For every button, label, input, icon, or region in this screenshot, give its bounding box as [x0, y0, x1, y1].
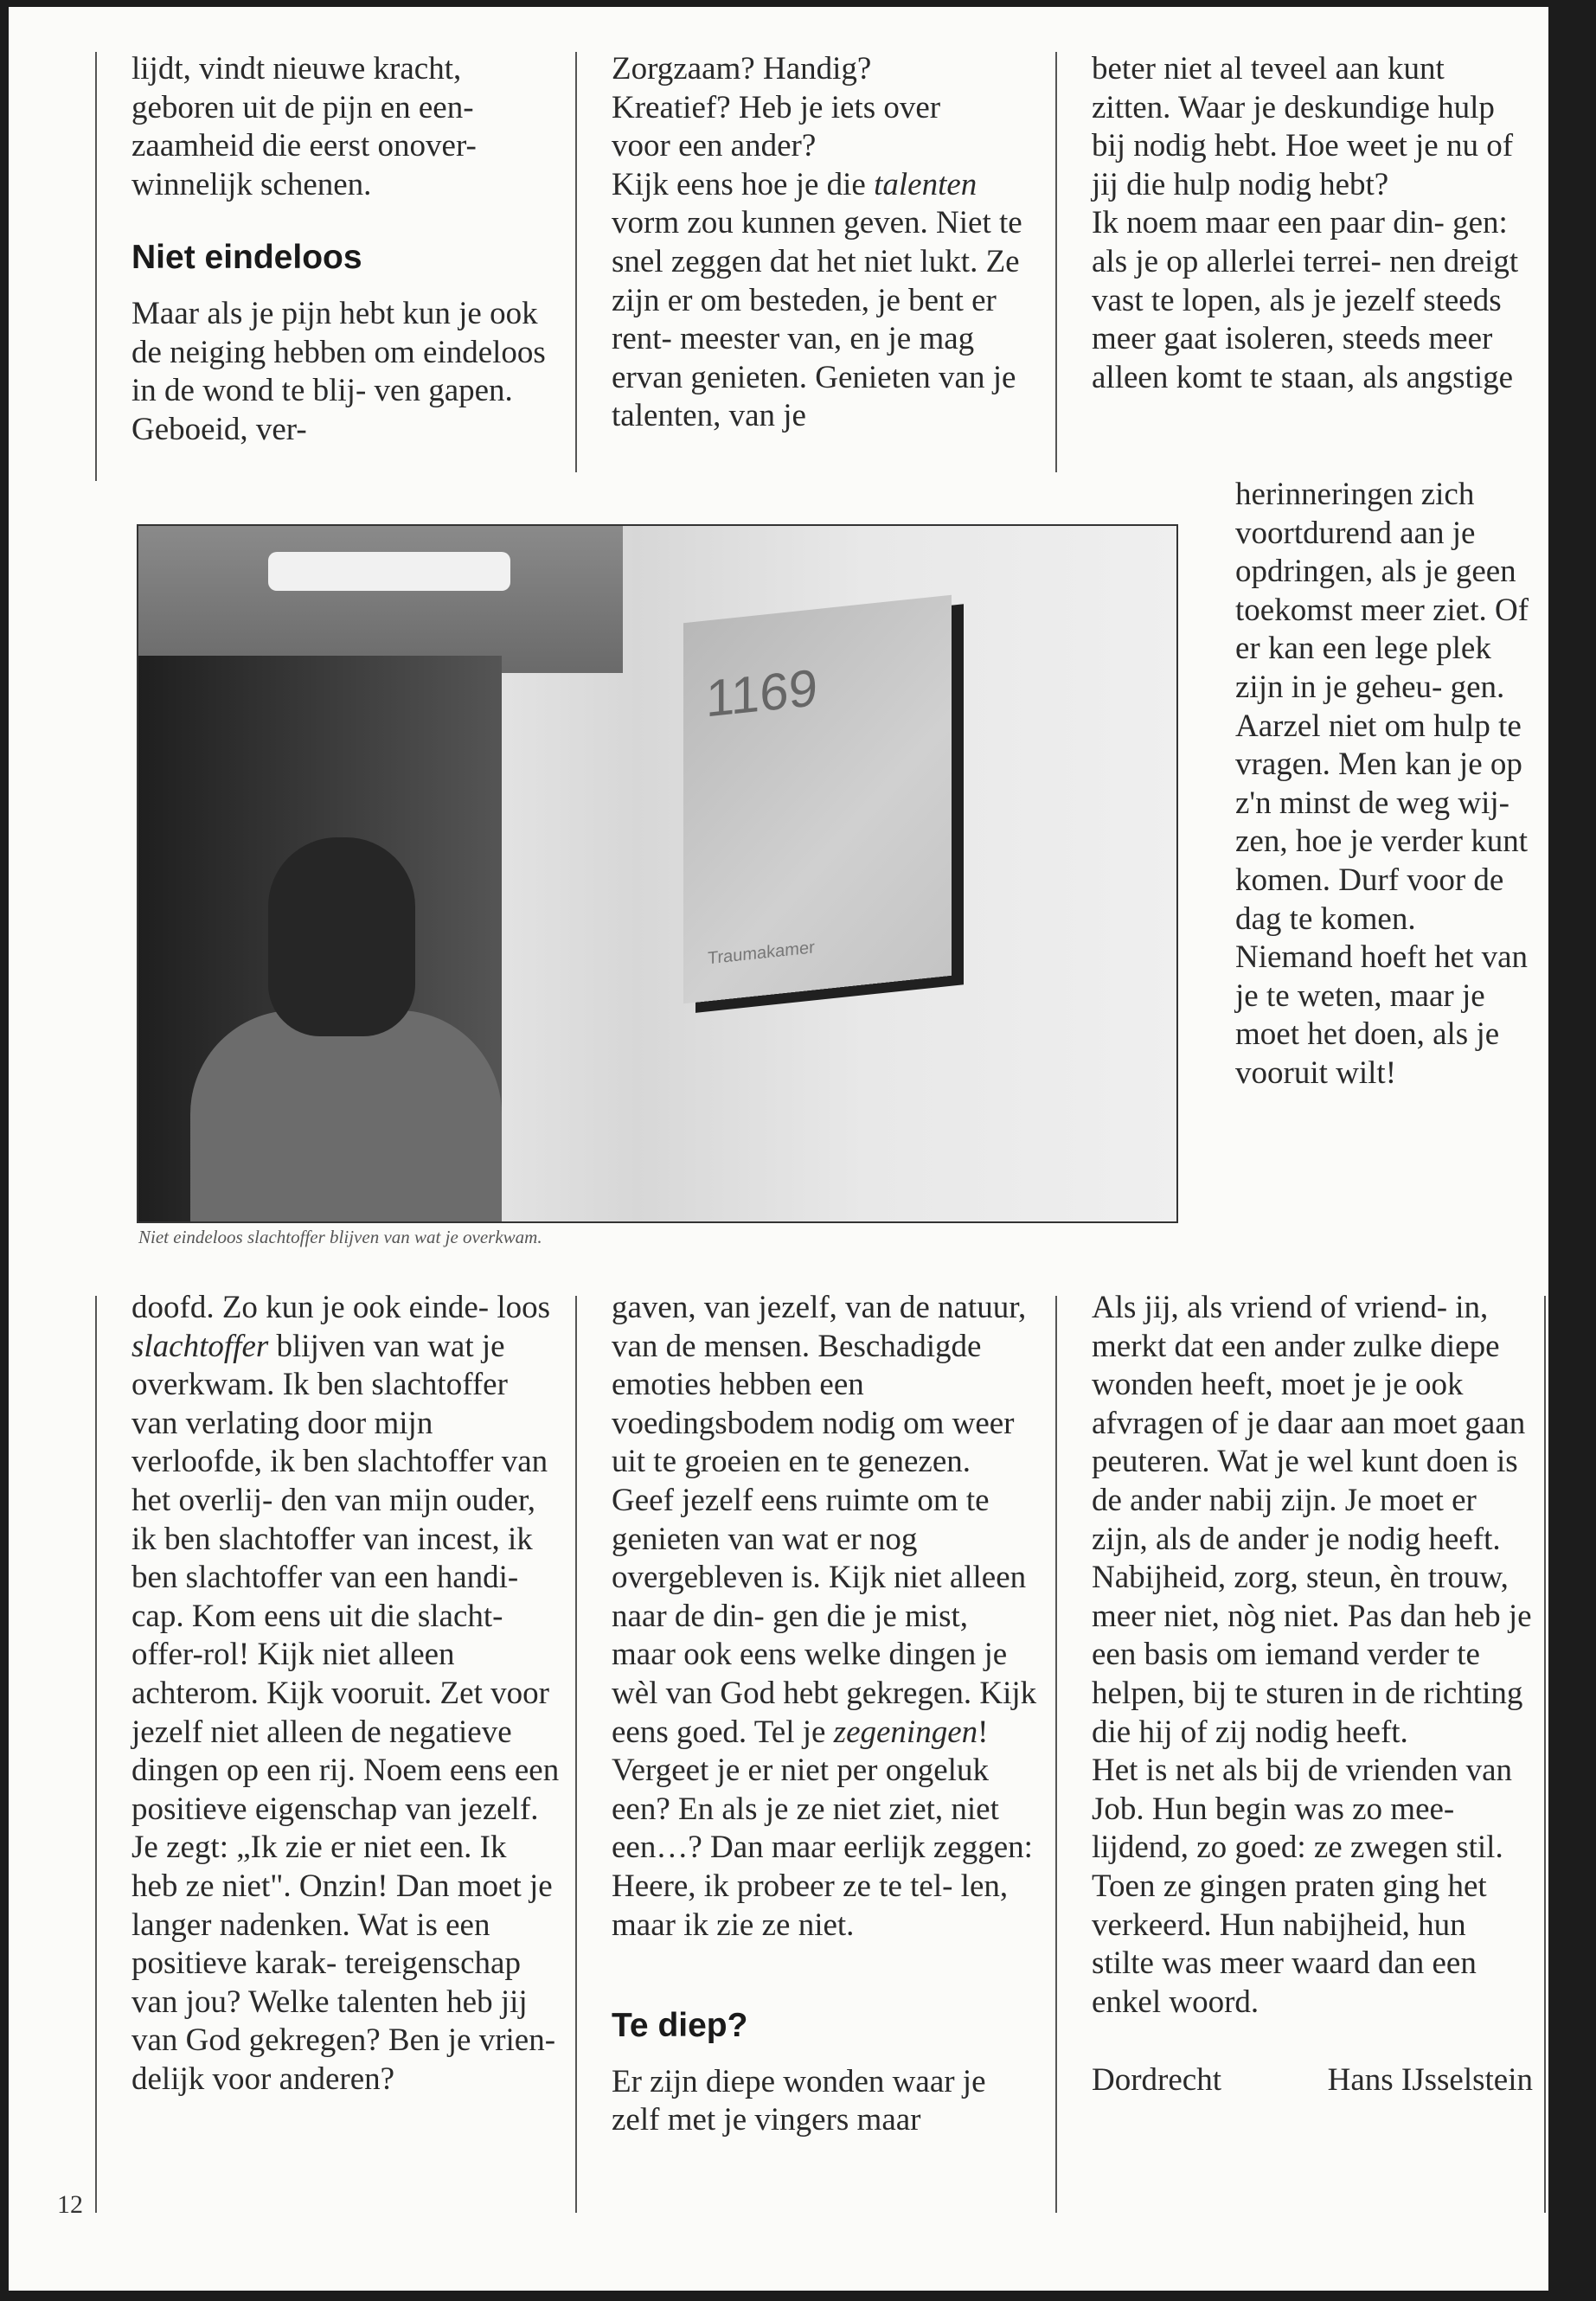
author-name: Hans IJsselstein — [1327, 2062, 1533, 2099]
paragraph-line: voor een ander? — [612, 128, 817, 164]
paragraph: Het is net als bij de vrienden van Job. Hun begin was zo mee-lijdend, zo goed: ze zwegen stil. Toen ze gingen praten ging het verkeerd. Hun nabijheid, hun stilte was meer waard dan een enkel woord. — [1092, 1753, 1513, 2020]
column-rule — [1544, 1296, 1546, 2213]
emphasis: slachtoffer — [131, 1328, 269, 1364]
column-rule — [1055, 52, 1057, 472]
emphasis: talenten — [874, 166, 977, 202]
person-shoulders — [190, 1010, 502, 1223]
text: doofd. Zo kun je ook einde- loos — [131, 1290, 550, 1325]
page-number: 12 — [57, 2190, 83, 2219]
column-1-top — [131, 50, 551, 449]
column-rule — [95, 52, 97, 481]
emphasis: zegeningen — [833, 1714, 978, 1750]
paragraph: Aarzel niet om hulp te vragen. Men kan je op z'n minst de weg wij- zen, hoe je verder kunt komen. Durf voor de dag te komen. Niemand hoeft het van je te weten, maar je moet het doen, als je vooruit wilt! — [1235, 708, 1529, 1091]
paragraph: Als jij, als vriend of vriend- in, merkt dat een ander zulke diepe wonden heeft, moet je je ook afvragen of je daar aan moet gaan peuteren. Wat je wel kunt doen is de ander nabij zijn. Je moet er zijn, als de ander je nodig heeft. Nabijheid, zorg, steun, èn trouw, meer niet, nòg niet. Pas dan heb je een basis om iemand verder te helpen, bij te sturen in de richting die hij of zij nodig heeft. — [1092, 1290, 1532, 1750]
place-name: Dordrecht — [1092, 2062, 1221, 2099]
column-3-mid — [1235, 476, 1529, 1093]
text: vorm zou kunnen geven. Niet te snel zeggen dat het niet lukt. Ze zijn er om besteden, je bent er rent- meester van, en je mag ervan genieten. Genieten van je talenten, van je — [612, 205, 1022, 434]
column-rule — [1055, 1296, 1057, 2213]
column-3-bottom — [1092, 1289, 1533, 2100]
column-3-top — [1092, 50, 1524, 397]
paragraph: Maar als je pijn hebt kun je ook de neiging hebben om eindeloos in de wond te blij- ven gapen. Geboeid, ver- — [131, 295, 546, 447]
heading-te-diep: Te diep? — [612, 2007, 748, 2045]
intro-paragraph: lijdt, vindt nieuwe kracht, geboren uit de pijn en een- zaamheid die eerst onover- winnelijk schenen. — [131, 51, 477, 202]
paragraph: Ik noem maar een paar din- gen: als je op allerlei terrei- nen dreigt vast te lopen, als je jezelf steeds meer gaat isoleren, steeds meer alleen komt te staan, als angstige — [1092, 205, 1519, 395]
column-2-bottom — [612, 1289, 1040, 2140]
column-rule — [95, 1296, 97, 2213]
heading-niet-eindeloos: Niet eindeloos — [131, 239, 362, 277]
text: gaven, van jezelf, van de natuur, van de mensen. Beschadigde emoties hebben een voedingsbodem nodig om weer uit te groeien en te genezen. Geef jezelf eens ruimte om te genieten van wat er nog overgebleven is. Kijk niet alleen naar de din- gen die je mist, maar ook eens welke dingen je wèl van God hebt gekregen. Kijk eens goed. Tel je — [612, 1290, 1037, 1750]
paragraph — [131, 1289, 560, 2099]
room-sign — [683, 595, 952, 1004]
paragraph: beter niet al teveel aan kunt zitten. Waar je deskundige hulp bij nodig hebt. Hoe weet je nu of jij die hulp nodig hebt? — [1092, 51, 1514, 202]
room-label: Traumakamer — [708, 938, 815, 969]
magazine-page — [9, 7, 1548, 2291]
column-rule — [575, 52, 577, 472]
column-1-bottom — [131, 1289, 560, 2099]
ceiling — [138, 526, 623, 673]
paragraph: Er zijn diepe wonden waar je zelf met je vingers maar — [612, 2063, 986, 2138]
signature-line — [1092, 2061, 1533, 2100]
person-head — [268, 837, 415, 1036]
text: Kijk eens hoe je die — [612, 166, 875, 202]
paragraph: herinneringen zich voortdurend aan je opdringen, als je geen toekomst meer ziet. Of er kan een lege plek zijn in je geheu- gen. — [1235, 477, 1529, 705]
text: blijven van wat je overkwam. Ik ben slachtoffer van verlating door mijn verloofde, ik ben slachtoffer van het overlij- den van mijn ouder, ik ben slachtoffer van incest, ik ben slachtoffer van een handi- cap. Kom eens uit die slacht- offer-rol! Kijk niet alleen achterom. Kijk vooruit. Zet voor jezelf niet alleen de negatieve dingen op een rij. Noem eens een positieve eigenschap van jezelf. Je zegt: „Ik zie er niet een. Ik heb ze niet". Onzin! Dan moet je langer nadenken. Wat is een positieve karak- tereigenschap van jou? Welke talenten heb jij van God gekregen? Ben je vrien- delijk voor anderen? — [131, 1328, 560, 2097]
paragraph — [612, 1289, 1040, 1945]
photo-caption: Niet eindeloos slachtoffer blijven van wat je overkwam. — [138, 1227, 542, 1247]
paragraph — [612, 166, 1040, 436]
ceiling-light — [268, 552, 510, 591]
text: ! Vergeet je er niet per ongeluk een? En als je ze niet ziet, niet een…? Dan maar eerlijk zeggen: Heere, ik probeer ze te tel- len, maar ik zie ze niet. — [612, 1714, 1033, 1943]
paragraph-line: Zorgzaam? Handig? — [612, 51, 872, 87]
photo-trauma-room — [137, 524, 1178, 1223]
room-number: 1169 — [706, 657, 818, 728]
paragraph-line: Kreatief? Heb je iets over — [612, 89, 941, 125]
column-rule — [575, 1296, 577, 2213]
column-2-top — [612, 50, 1040, 436]
